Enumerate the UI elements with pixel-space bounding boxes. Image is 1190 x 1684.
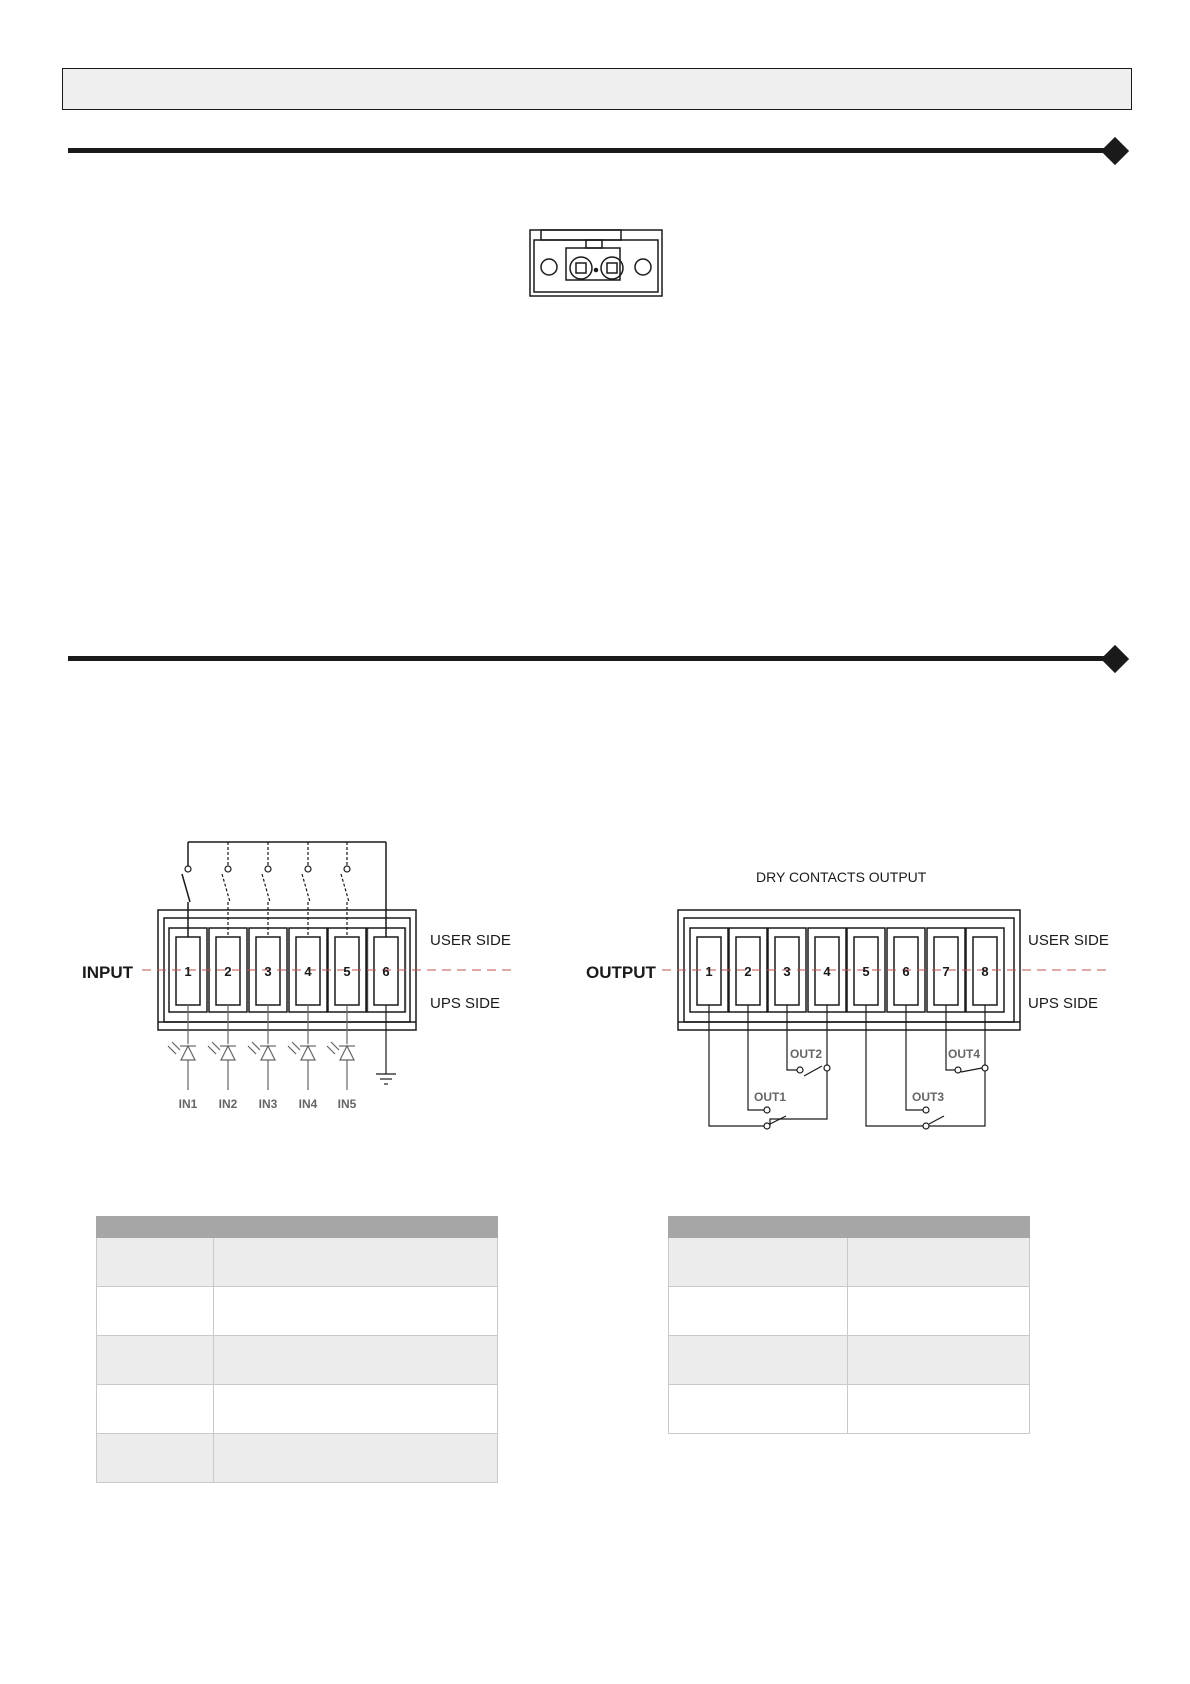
output-title: OUTPUT (586, 963, 656, 982)
input-switch-4 (302, 842, 311, 937)
output-ups-side-label: UPS SIDE (1028, 995, 1099, 1012)
table-row (97, 1336, 498, 1385)
output-terminal-label: 2 (744, 964, 752, 979)
table-row (97, 1238, 498, 1287)
output-terminal-label: 4 (823, 964, 831, 979)
input-switch-2 (222, 842, 231, 937)
output-terminal-label: 3 (783, 964, 791, 979)
output-terminal-label: 6 (902, 964, 910, 979)
input-switch-3 (262, 842, 271, 937)
input-terminal-label: 5 (343, 964, 351, 979)
table-row (97, 1385, 498, 1434)
output-terminal-label: 7 (942, 964, 950, 979)
input-title: INPUT (82, 963, 133, 982)
output-user-side-label: USER SIDE (1028, 932, 1109, 949)
table-row (669, 1385, 1030, 1434)
input-label: IN2 (218, 1097, 238, 1111)
input-label: IN3 (258, 1097, 278, 1111)
output-terminal-label: 1 (705, 964, 713, 979)
input-table (96, 1216, 498, 1483)
table-row (97, 1287, 498, 1336)
output-label-out4: OUT4 (948, 1047, 981, 1061)
input-table-header (97, 1217, 498, 1238)
output-label-out1: OUT1 (754, 1090, 787, 1104)
table-row (669, 1336, 1030, 1385)
input-ups-side-label: UPS SIDE (430, 995, 501, 1012)
output-caption: DRY CONTACTS OUTPUT (756, 869, 927, 885)
input-label: IN4 (298, 1097, 318, 1111)
output-terminal-label: 5 (862, 964, 870, 979)
table-row (669, 1287, 1030, 1336)
table-row (669, 1238, 1030, 1287)
input-switch-5 (341, 842, 350, 937)
input-diagram (82, 842, 512, 1111)
input-user-side-label: USER SIDE (430, 932, 511, 949)
input-terminal-label: 4 (304, 964, 312, 979)
output-table (668, 1216, 1030, 1434)
input-terminal-label: 2 (224, 964, 232, 979)
input-terminal-label: 6 (382, 964, 390, 979)
input-photodiode-3 (248, 1005, 276, 1090)
input-label: IN5 (337, 1097, 357, 1111)
table-row (97, 1434, 498, 1483)
terminal-connector-illustration (530, 230, 662, 296)
output-label-out3: OUT3 (912, 1090, 945, 1104)
input-terminal-label: 3 (264, 964, 272, 979)
input-photodiode-2 (208, 1005, 236, 1090)
input-photodiode-5 (327, 1005, 355, 1090)
input-terminal-label: 1 (184, 964, 192, 979)
input-label: IN1 (178, 1097, 198, 1111)
output-label-out2: OUT2 (790, 1047, 823, 1061)
input-photodiode-1 (168, 1005, 196, 1090)
output-table-header (669, 1217, 1030, 1238)
output-terminal-label: 8 (981, 964, 989, 979)
output-diagram (586, 869, 1110, 1129)
input-photodiode-4 (288, 1005, 316, 1090)
